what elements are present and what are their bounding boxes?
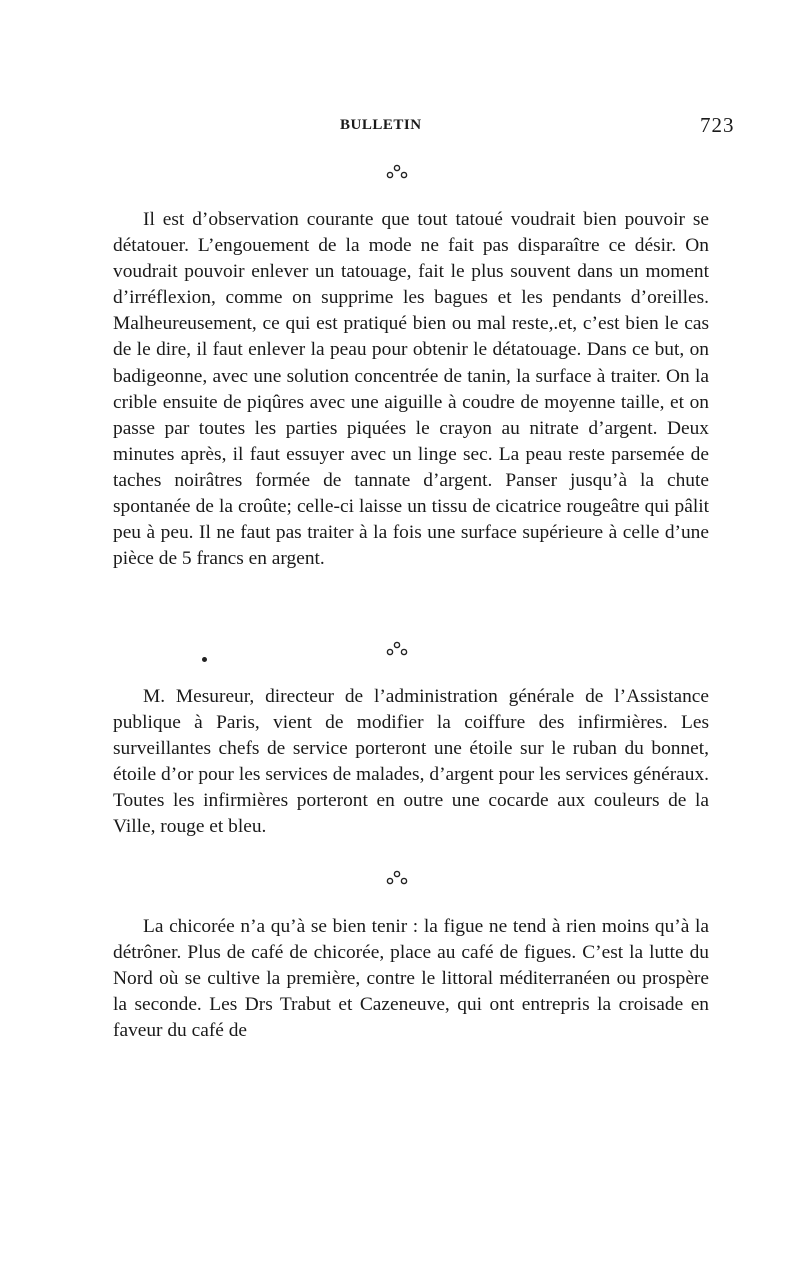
paragraph-nurses-headwear: M. Mesureur, directeur de l’administration générale de l’Assistance publique à Paris, vient de modifier la coiffure des infirmières. Les surveillantes chefs de service porteront une étoile sur le ruban du bonnet, étoile d’or pour les services de malades, d’argent pour les services généraux. Toutes les infirmières porteront en outre une cocarde aux couleurs de la Ville, rouge et bleu.: [113, 686, 709, 838]
page-header: [0, 113, 800, 141]
paragraph-chicory-fig-coffee: La chicorée n’a qu’à se bien tenir : la figue ne tend à rien moins qu’à la détrôner. Plus de café de chicorée, place au café de figues. C’est la lutte du Nord où se cultive la première, contre le littoral méditerranéen ou prospère la seconde. Les Drs Trabut et Cazeneuve, qui ont entrepris la croisade en faveur du café de: [113, 916, 709, 1042]
page-number: 723: [700, 113, 735, 137]
stray-ink-dot: [202, 657, 207, 662]
paragraph-tattoo-removal: Il est d’observation courante que tout tatoué voudrait bien pouvoir se détatouer. L’engouement de la mode ne fait pas disparaître ce désir. On voudrait pouvoir enlever un tatouage, fait le plus souvent dans un moment d’irréflexion, comme on supprime les bagues et les pendants d’oreilles. Malheureusement, ce qui est pratiqué bien ou mal reste,.et, c’est bien le cas de le dire, il faut enlever la peau pour obtenir le détatouage. Dans ce but, on badigeonne, avec une solution concentrée de tanin, la surface à traiter. On la crible ensuite de piqûres avec une aiguille à coudre de moyenne taille, et on passe par toutes les parties piquées le crayon au nitrate d’argent. Deux minutes après, il faut essuyer avec un linge sec. La peau reste parsemée de taches noirâtres formée de tannate d’argent. Panser jusqu’à la chute spontanée de la croûte; celle-ci laisse un tissu de cicatrice rougeâtre qui pâlit peu à peu. Il ne faut pas traiter à la fois une surface supérieure à celle d’une pièce de 5 francs en argent.: [113, 209, 709, 570]
section-separator-ornament: [385, 164, 409, 180]
section-separator-ornament: [385, 870, 409, 886]
running-head: BULLETIN: [340, 117, 422, 133]
section-separator-ornament: [385, 641, 409, 657]
